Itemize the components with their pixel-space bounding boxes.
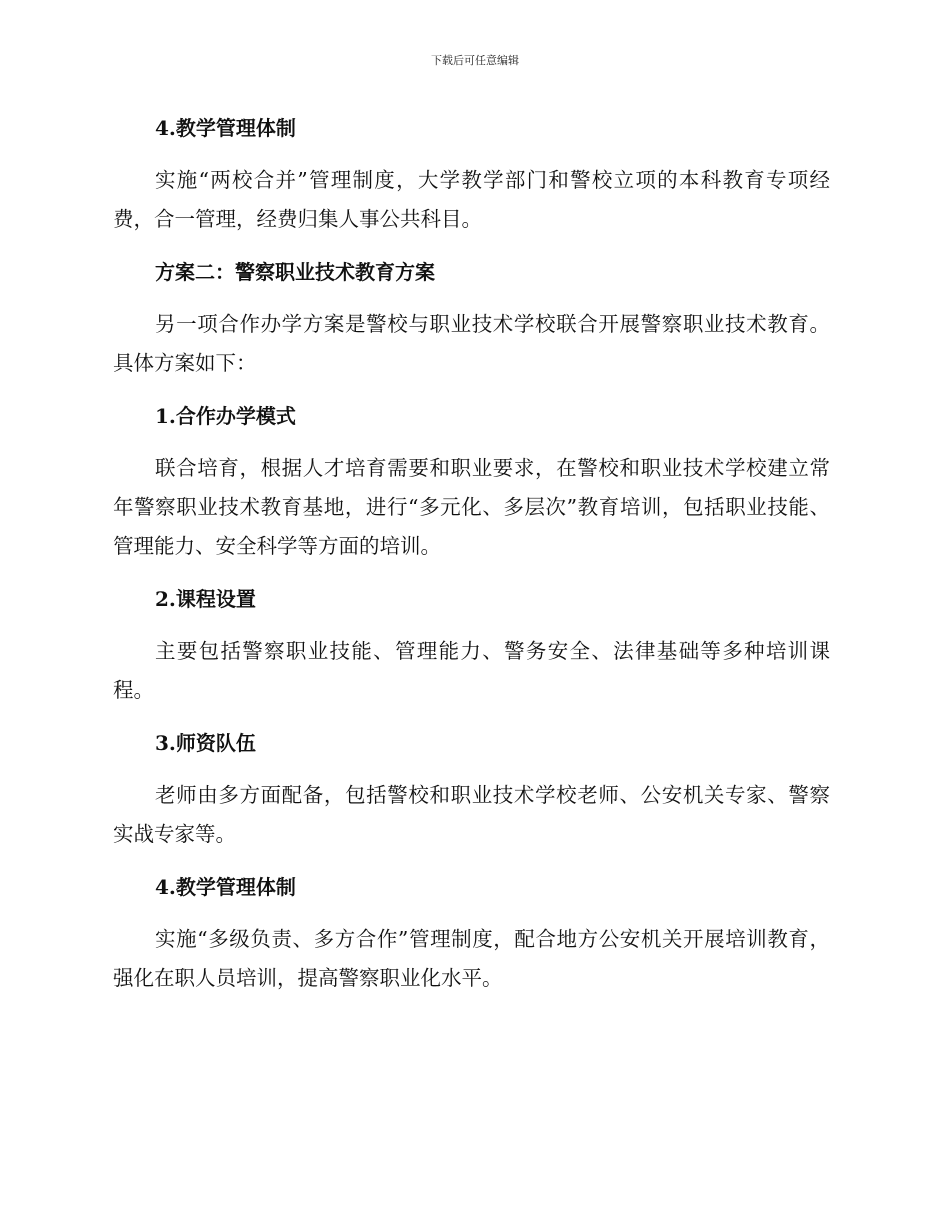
page-header: 下载后可任意编辑 bbox=[431, 54, 519, 67]
paragraph-plan-two-intro: 另一项合作办学方案是警校与职业技术学校联合开展警察职业技术教育。具体方案如下： bbox=[113, 312, 830, 375]
section-heading-cooperation-mode: 1.合作办学模式 bbox=[155, 404, 296, 428]
section-heading-teaching-management: 4.教学管理体制 bbox=[155, 116, 296, 140]
section-heading-faculty: 3.师资队伍 bbox=[155, 731, 256, 755]
section-heading-teaching-management-2: 4.教学管理体制 bbox=[155, 875, 296, 899]
paragraph-two-school-merge: 实施“两校合并”管理制度，大学教学部门和警校立项的本科教育专项经费，合一管理，经费归集人事公共科目。 bbox=[113, 168, 830, 231]
document-body bbox=[113, 108, 830, 998]
paragraph-multi-level-management: 实施“多级负责、多方合作”管理制度，配合地方公安机关开展培训教育，强化在职人员培训，提高警察职业化水平。 bbox=[113, 927, 830, 990]
paragraph-faculty: 老师由多方面配备，包括警校和职业技术学校老师、公安机关专家、警察实战专家等。 bbox=[113, 783, 830, 846]
section-heading-plan-two: 方案二：警察职业技术教育方案 bbox=[155, 260, 435, 284]
paragraph-curriculum: 主要包括警察职业技能、管理能力、警务安全、法律基础等多种培训课程。 bbox=[113, 639, 830, 702]
paragraph-cooperation-mode: 联合培育，根据人才培育需要和职业要求，在警校和职业技术学校建立常年警察职业技术教育基地，进行“多元化、多层次”教育培训，包括职业技能、管理能力、安全科学等方面的培训。 bbox=[113, 456, 830, 558]
section-heading-curriculum: 2.课程设置 bbox=[155, 587, 256, 611]
